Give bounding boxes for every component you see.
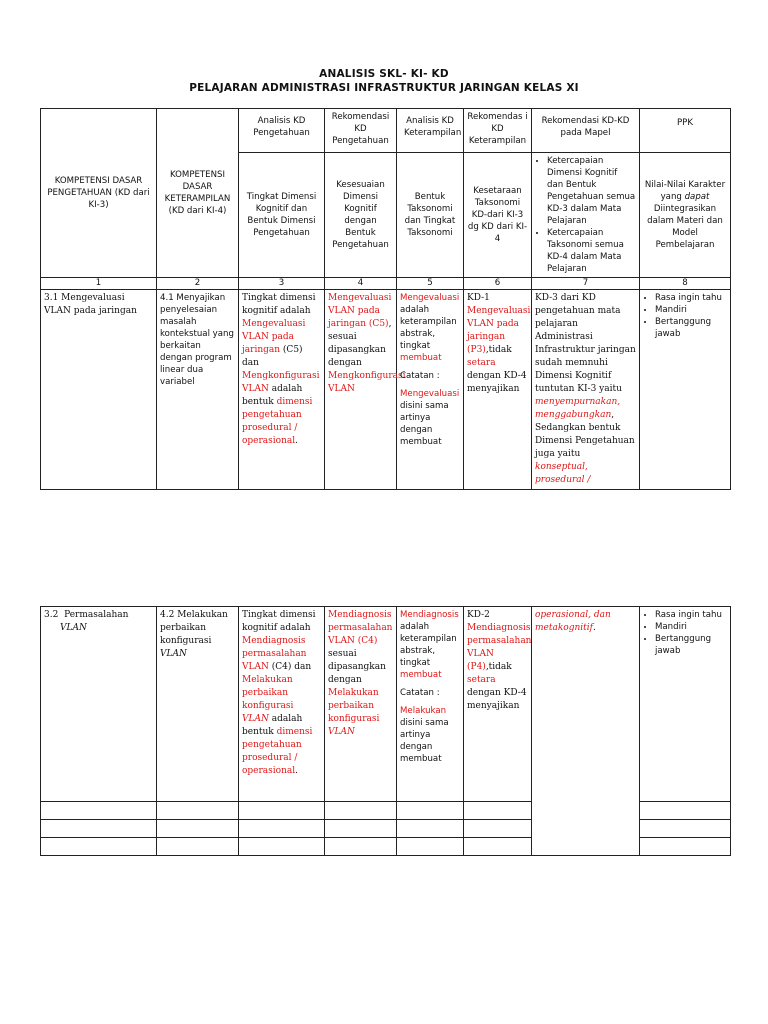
row1-rekomendasi-keterampilan: KD-1 Mengevaluasi VLAN pada jaringan (P3),tidak setara dengan KD-4 menyajikan [464,290,532,490]
document-subtitle: PELAJARAN ADMINISTRASI INFRASTRUKTUR JARINGAN KELAS XI [189,82,579,94]
row1-analisis-pengetahuan: Tingkat dimensi kognitif adalah Mengevaluasi VLAN pada jaringan (C5) dan Mengkonfigurasi VLAN adalah bentuk dimensi pengetahuan prosedural / operasional. [239,290,325,490]
header-analisis-kd-keterampilan: Analisis KD Keterampilan [397,109,464,153]
row2-rekomendasi-keterampilan: KD-2 Mendiagnosis permasalahan VLAN (P4),tidak setara dengan KD-4 menyajikan [464,607,532,802]
header-rekomendasi-kd-keterampilan: Rekomendas i KD Keterampilan [464,109,532,153]
header-rekomendasi-kd-pengetahuan: Rekomendasi KD Pengetahuan [325,109,397,153]
row1-kd4: 4.1 Menyajikan penyelesaian masalah kontekstual yang berkaitan dengan program linear dua variabel [157,290,239,490]
subheader-ppk: Nilai-Nilai Karakter yang dapat Diintegrasikan dalam Materi dan Model Pembelajaran [640,153,731,278]
header-ppk: PPK [640,109,731,153]
ppk-item: • Rasa ingin tahu [655,609,727,621]
row2-analisis-keterampilan: Mendiagnosis adalah keterampilan abstrak, tingkat membuat Catatan : Melakukan disini sama artinya dengan membuat [397,607,464,802]
column-number: 8 [640,278,731,290]
ppk-item: • Mandiri [655,304,727,316]
row2-kd4: 4.2 Melakukan perbaikan konfigurasi VLAN [157,607,239,802]
header-kd-keterampilan: KOMPETENSI DASAR KETERAMPILAN (KD dari KI-4) [157,109,239,278]
row1-kd3: 3.1 Mengevaluasi VLAN pada jaringan [41,290,157,490]
ppk-item: • Bertanggung jawab [655,316,727,340]
document-title: ANALISIS SKL- KI- KD [319,68,449,80]
row2-rekomendasi-mapel: operasional, dan metakognitif. [532,607,640,856]
analysis-table-2 [40,606,731,856]
column-number: 3 [239,278,325,290]
header-kd-pengetahuan: KOMPETENSI DASAR PENGETAHUAN (KD dari KI-3) [41,109,157,278]
row1-rekomendasi-mapel: KD-3 dari KD pengetahuan mata pelajaran Administrasi Infrastruktur jaringan sudah memnuhi Dimensi Kognitif tuntutan KI-3 yaitu menyempurnakan, menggabungkan, Sedangkan bentuk Dimensi Pengetahuan juga yaitu konseptual, prosedural / [532,290,640,490]
column-number: 1 [41,278,157,290]
row1-ppk [640,290,731,490]
ppk-item: • Rasa ingin tahu [655,292,727,304]
row2-rekomendasi-pengetahuan: Mendiagnosis permasalahan VLAN (C4) sesuai dipasangkan dengan Melakukan perbaikan konfigurasi VLAN [325,607,397,802]
column-number: 7 [532,278,640,290]
row1-rekomendasi-pengetahuan: Mengevaluasi VLAN pada jaringan (C5), sesuai dipasangkan dengan Mengkonfigurasi VLAN [325,290,397,490]
column-number: 2 [157,278,239,290]
row1-analisis-keterampilan: Mengevaluasi adalah keterampilan abstrak, tingkat membuat Catatan : Mengevaluasi disini sama artinya dengan membuat [397,290,464,490]
column-number: 6 [464,278,532,290]
column-number: 4 [325,278,397,290]
column-number: 5 [397,278,464,290]
header-analisis-kd-pengetahuan: Analisis KD Pengetahuan [239,109,325,153]
mapel-bullet: • Ketercapaian Dimensi Kognitif dan Bentuk Pengetahuan semua KD-3 dalam Mata Pelajaran [547,155,636,227]
subheader-analisis-keterampilan: Bentuk Taksonomi dan Tingkat Taksonomi [397,153,464,278]
subheader-analisis-pengetahuan: Tingkat Dimensi Kognitif dan Bentuk Dimensi Pengetahuan [239,153,325,278]
header-rekomendasi-mapel: Rekomendasi KD-KD pada Mapel [532,109,640,153]
row2-ppk [640,607,731,802]
subheader-rekomendasi-pengetahuan: Kesesuaian Dimensi Kognitif dengan Bentuk Pengetahuan [325,153,397,278]
subheader-rekomendasi-keterampilan: Kesetaraan Taksonomi KD-dari KI-3 dg KD dari KI-4 [464,153,532,278]
ppk-item: • Bertanggung jawab [655,633,727,657]
row2-analisis-pengetahuan: Tingkat dimensi kognitif adalah Mendiagnosis permasalahan VLAN (C4) dan Melakukan perbaikan konfigurasi VLAN adalah bentuk dimensi pengetahuan prosedural / operasional. [239,607,325,802]
subheader-mapel [532,153,640,278]
ppk-item: • Mandiri [655,621,727,633]
row2-kd3: 3.2 Permasalahan VLAN [41,607,157,802]
analysis-table-1 [40,108,731,490]
mapel-bullet: • Ketercapaian Taksonomi semua KD-4 dalam Mata Pelajaran [547,227,636,275]
